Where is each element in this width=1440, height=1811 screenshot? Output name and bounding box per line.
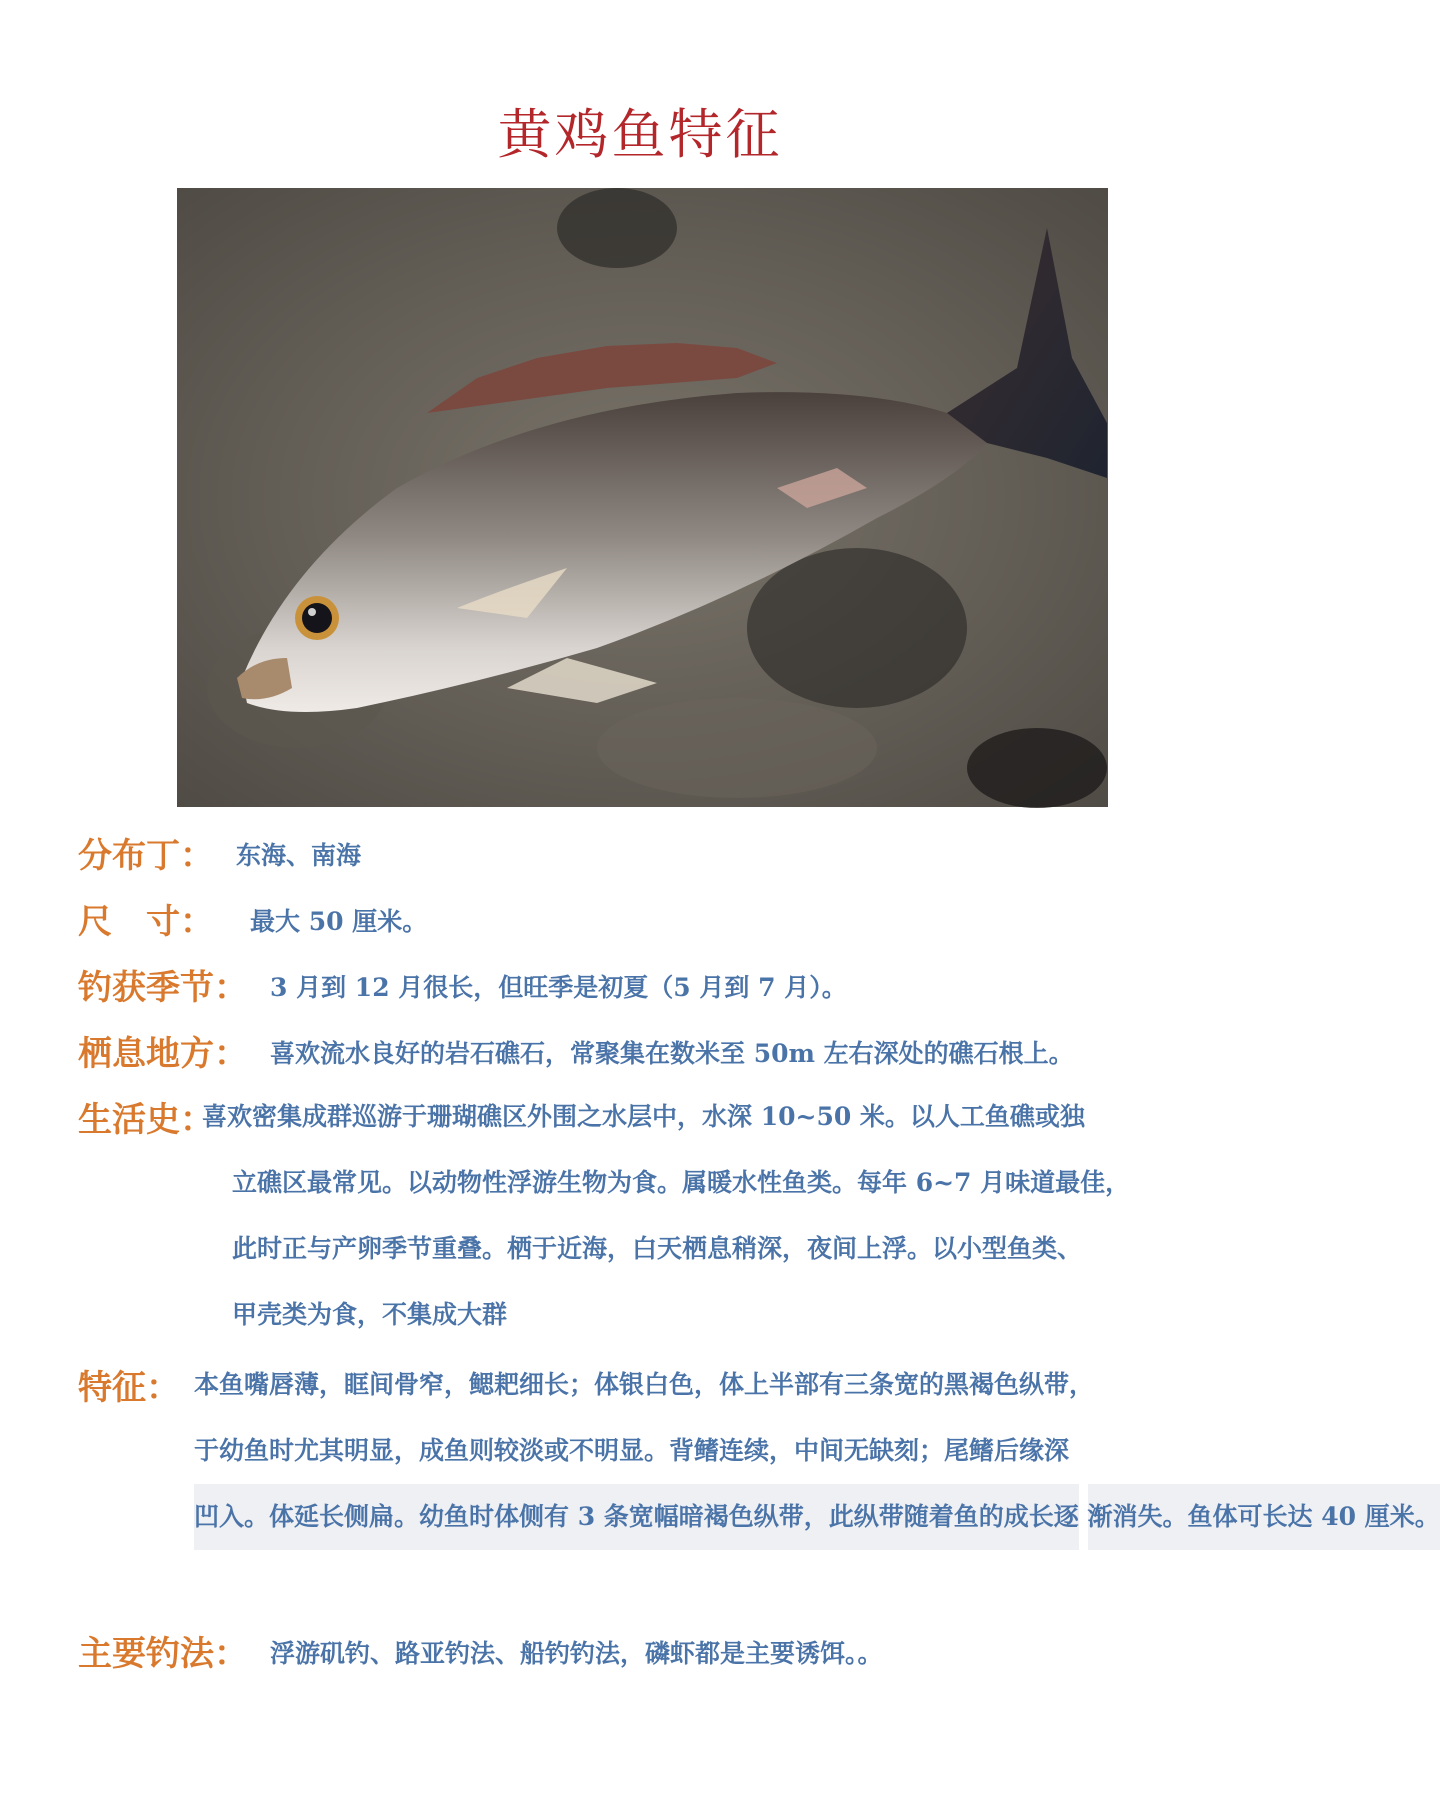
features-line: 凹入。体延长侧扁。幼鱼时体侧有 3 条宽幅暗褐色纵带，此纵带随着鱼的成长逐 xyxy=(194,1484,1079,1550)
size-label: 尺 寸： xyxy=(78,902,214,942)
habitat-label: 栖息地方： xyxy=(78,1034,248,1074)
methods-label: 主要钓法： xyxy=(78,1634,248,1674)
life-line: 此时正与产卵季节重叠。栖于近海，白天栖息稍深，夜间上浮。以小型鱼类、 xyxy=(232,1234,1083,1263)
distribution-label: 分布丁： xyxy=(78,836,214,876)
life-paragraph xyxy=(202,1084,1131,1348)
features-line: 于幼鱼时尤其明显，成鱼则较淡或不明显。背鳍连续，中间无缺刻；尾鳍后缘深 xyxy=(194,1436,1070,1465)
season-text: 3 月到 12 月很长，但旺季是初夏（5 月到 7 月）。 xyxy=(270,973,847,1002)
life-label: 生活史： xyxy=(78,1100,214,1140)
life-line: 立礁区最常见。以动物性浮游生物为食。属暖水性鱼类。每年 6~7 月味道最佳， xyxy=(232,1168,1131,1197)
features-line: 本鱼嘴唇薄，眶间骨窄，鳃耙细长；体银白色，体上半部有三条宽的黑褐色纵带， xyxy=(194,1370,1095,1399)
life-line: 甲壳类为食，不集成大群 xyxy=(232,1300,508,1329)
season-label: 钓获季节： xyxy=(78,968,248,1008)
page-title: 黄鸡鱼特征 xyxy=(497,103,783,166)
features-paragraph xyxy=(194,1352,1440,1550)
fish-photo-icon xyxy=(177,188,1108,807)
size-text: 最大 50 厘米。 xyxy=(250,907,428,936)
features-line: 渐消失。鱼体可长达 40 厘米。 xyxy=(1088,1484,1440,1550)
distribution-text: 东海、南海 xyxy=(236,841,362,870)
habitat-text: 喜欢流水良好的岩石礁石，常聚集在数米至 50m 左右深处的礁石根上。 xyxy=(270,1039,1074,1068)
features-label: 特征： xyxy=(78,1368,180,1408)
fish-photo xyxy=(177,188,1108,807)
life-line: 喜欢密集成群巡游于珊瑚礁区外围之水层中，水深 10~50 米。以人工鱼礁或独 xyxy=(202,1102,1085,1131)
methods-text: 浮游矶钓、路亚钓法、船钓钓法，磷虾都是主要诱饵。。 xyxy=(270,1639,883,1668)
